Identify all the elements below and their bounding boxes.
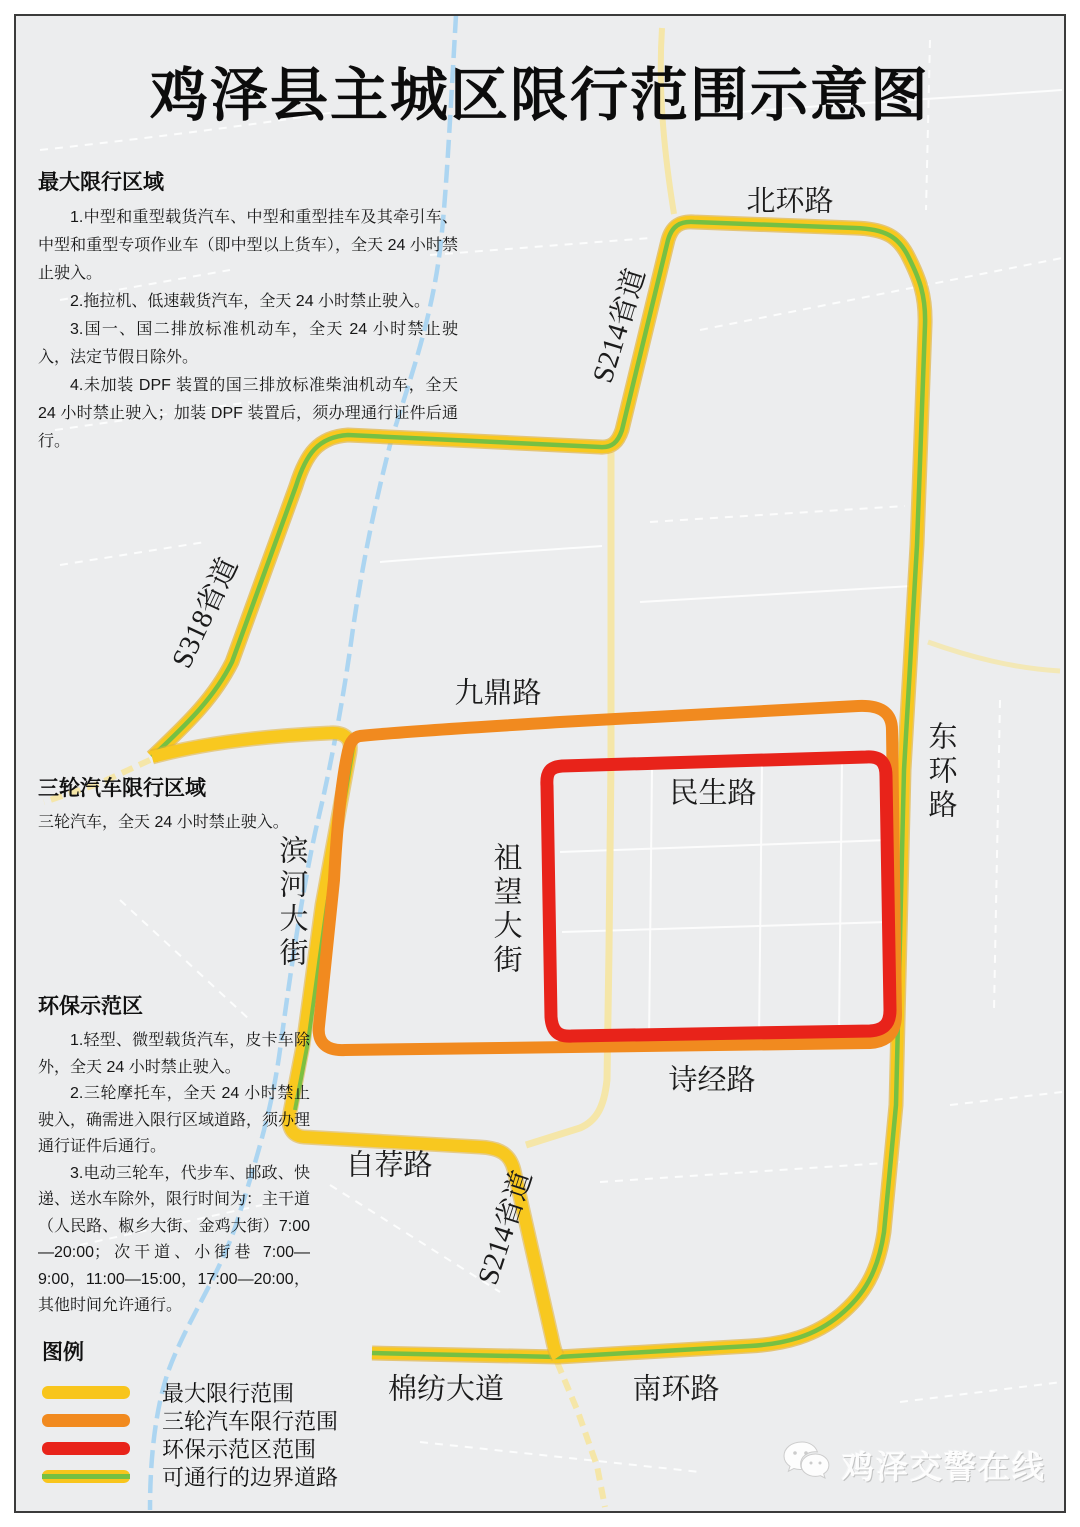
watermark-text: 鸡泽交警在线 — [841, 1449, 1046, 1485]
eco-zone-section — [38, 990, 310, 1320]
legend-row-eco-zone — [42, 1434, 338, 1462]
legend-swatch-green-stripe — [42, 1474, 130, 1479]
eco-zone-heading: 环保示范区 — [38, 995, 143, 1018]
road-label-shijing: 诗经路 — [668, 1064, 756, 1097]
road-label-s214-north: S214省道 — [586, 264, 652, 387]
legend-swatch-tricycle — [42, 1414, 130, 1427]
watermark — [782, 1440, 1046, 1490]
eco-zone-item: 1.轻型、微型载货汽车，皮卡车除外，全天 24 小时禁止驶入。 — [38, 1032, 310, 1076]
max-restriction-item: 1.中型和重型载货汽车、中型和重型挂车及其牵引车、中型和重型专项作业车（即中型以上货车），全天 24 小时禁止驶入。 — [38, 209, 458, 282]
max-restriction-heading: 最大限行区域 — [38, 171, 164, 194]
legend-swatch-boundary — [42, 1470, 130, 1483]
road-label-binhe: 滨河大街 — [275, 835, 308, 971]
tricycle-restriction-heading: 三轮汽车限行区域 — [38, 777, 206, 800]
legend-label: 环保示范区范围 — [162, 1436, 317, 1462]
wechat-icon — [782, 1440, 834, 1490]
road-label-east-ring: 东环路 — [924, 721, 957, 823]
eco-zone-item: 3.电动三轮车，代步车、邮政、快递、送水车除外，限行时间为：主干道（人民路、椒乡大街、金鸡大街）7:00—20:00；次干道、小街巷 7:00—9:00，11:00—15:00，17:00—20:00，其他时间允许通行。 — [38, 1164, 311, 1314]
legend-heading: 图例 — [42, 1341, 84, 1364]
eco-zone-item: 2.三轮摩托车，全天 24 小时禁止驶入，确需进入限行区域道路，须办理通行证件后通行。 — [38, 1085, 311, 1155]
page-title: 鸡泽县主城区限行范围示意图 — [149, 63, 931, 128]
max-restriction-item: 2.拖拉机、低速载货汽车，全天 24 小时禁止驶入。 — [70, 293, 431, 310]
road-label-south-ring: 南环路 — [632, 1373, 720, 1406]
road-label-s214-south: S214省道 — [471, 1166, 539, 1289]
road-label-zijian: 自荐路 — [345, 1149, 433, 1182]
legend-label: 可通行的边界道路 — [162, 1464, 339, 1490]
tricycle-restriction-item: 三轮汽车，全天 24 小时禁止驶入。 — [38, 814, 289, 831]
road-label-mianfang: 棉纺大道 — [387, 1373, 505, 1406]
legend-label: 最大限行范围 — [162, 1380, 295, 1406]
legend-swatch-eco-zone — [42, 1442, 130, 1455]
max-restriction-item: 4.未加装 DPF 装置的国三排放标准柴油机动车，全天 24 小时禁止驶入；加装 DPF 装置后，须办理通行证件后通行。 — [38, 377, 458, 450]
legend-swatch-max-restriction — [42, 1386, 130, 1399]
road-label-jiuding: 九鼎路 — [454, 677, 542, 710]
tricycle-restriction-section — [38, 772, 338, 836]
road-label-s318: S318省道 — [165, 552, 245, 674]
legend-row-max-restriction — [42, 1378, 338, 1406]
legend-row-boundary — [42, 1462, 338, 1490]
legend-row-tricycle — [42, 1406, 338, 1434]
max-restriction-section — [38, 166, 458, 456]
legend-label: 三轮汽车限行范围 — [162, 1408, 339, 1434]
road-label-north-ring: 北环路 — [746, 185, 834, 218]
road-label-zuwang: 祖望大街 — [489, 842, 522, 978]
legend — [42, 1336, 338, 1490]
max-restriction-item: 3.国一、国二排放标准机动车，全天 24 小时禁止驶入，法定节假日除外。 — [38, 321, 458, 366]
road-label-minsheng: 民生路 — [669, 777, 757, 810]
